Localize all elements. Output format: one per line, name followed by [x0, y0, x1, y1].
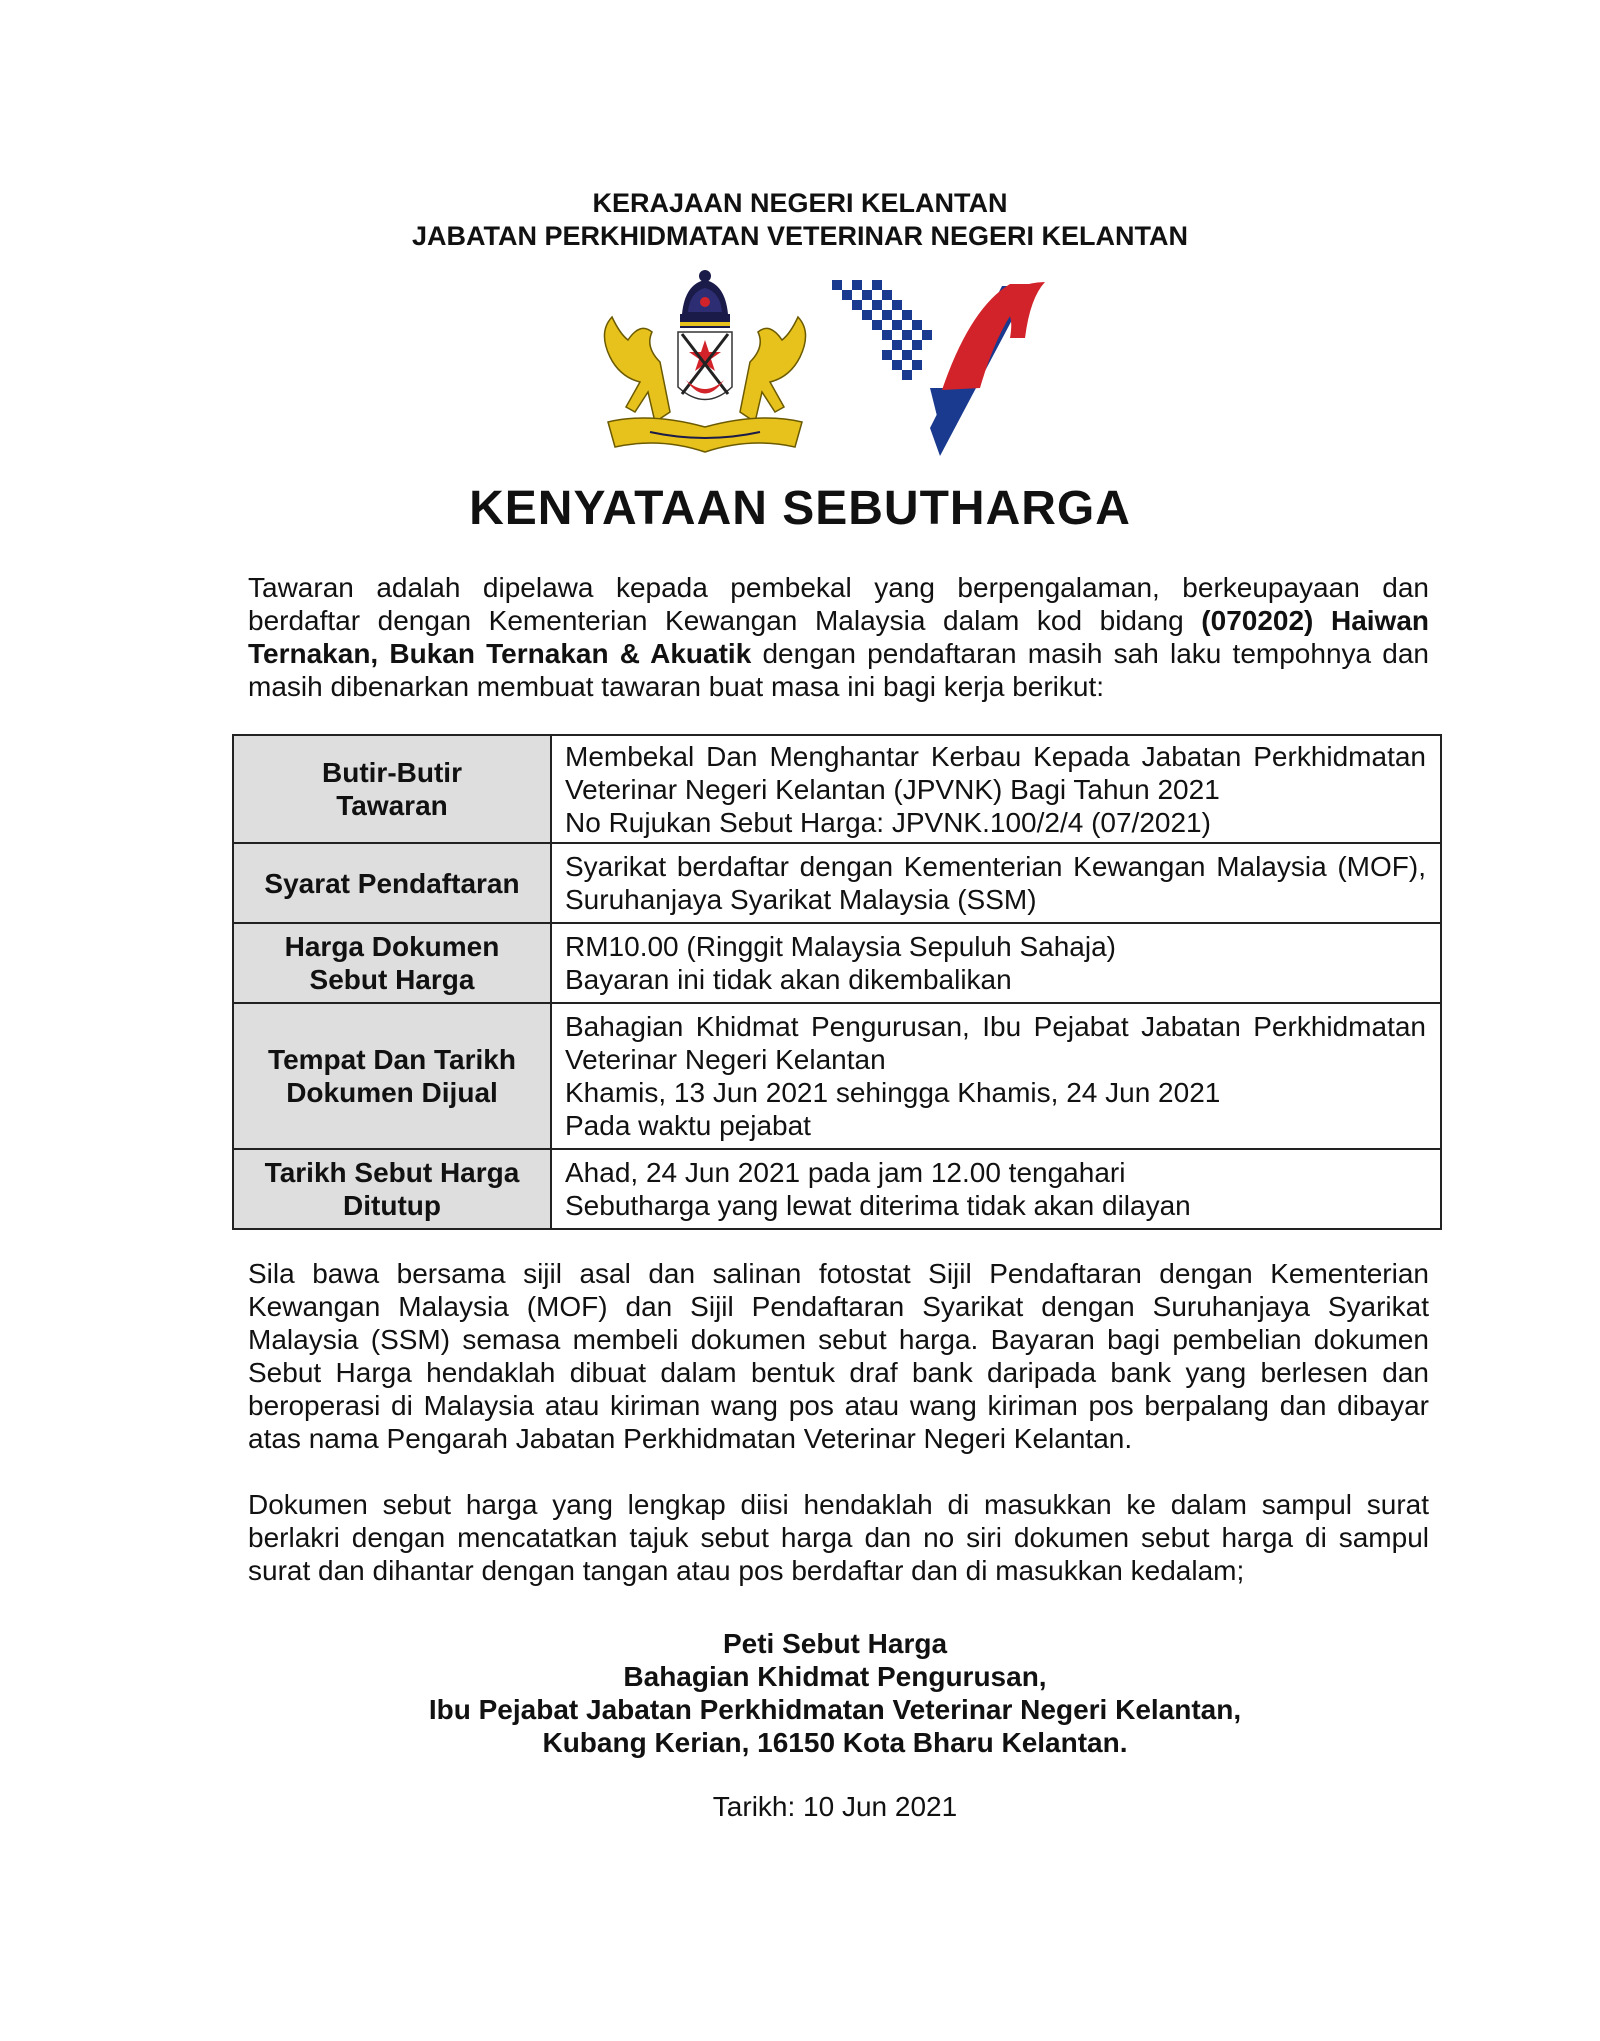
table-row: [233, 735, 1441, 843]
details-table: [232, 734, 1442, 1230]
kelantan-crest-logo: [590, 262, 820, 470]
value-line: RM10.00 (Ringgit Malaysia Sepuluh Sahaja): [565, 931, 1116, 962]
value-line: Bahagian Khidmat Pengurusan, Ibu Pejabat Jabatan Perkhidmatan Veterinar Negeri Kelantan: [565, 1011, 1426, 1075]
table-row: [233, 923, 1441, 1003]
intro-text-after: dengan pendaftaran masih sah laku tempohnya dan masih dibenarkan membuat tawaran buat masa ini bagi kerja berikut:: [248, 638, 1429, 702]
value-line: Membekal Dan Menghantar Kerbau Kepada Jabatan Perkhidmatan Veterinar Negeri Kelantan (JPVNK) Bagi Tahun 2021: [565, 740, 1426, 805]
row-value: [551, 1149, 1441, 1229]
row-label: [233, 1003, 551, 1149]
label-line: Tarikh Sebut Harga: [264, 1157, 520, 1188]
label-line: Syarat Pendaftaran: [264, 867, 520, 899]
address-line: Bahagian Khidmat Pengurusan,: [623, 1661, 1047, 1692]
label-line: Ditutup: [343, 1190, 441, 1221]
page-title: KENYATAAN SEBUTHARGA: [469, 482, 1131, 535]
label-line: Dokumen Dijual: [286, 1077, 498, 1108]
row-value: [551, 735, 1441, 843]
row-value: [551, 843, 1441, 923]
label-line: Sebut Harga: [309, 964, 475, 995]
row-label: [233, 735, 551, 843]
label-line: Butir-Butir: [322, 757, 462, 788]
row-value: [551, 923, 1441, 1003]
label-line: Tawaran: [336, 790, 448, 821]
jpv-logo: [830, 278, 1050, 458]
notice-date: Tarikh: 10 Jun 2021: [712, 1791, 958, 1822]
value-line: Pada waktu pejabat: [565, 1110, 811, 1141]
table-row: [233, 1003, 1441, 1149]
table-row: [233, 843, 1441, 923]
value-line: Sebutharga yang lewat diterima tidak akan dilayan: [565, 1190, 1191, 1221]
intro-paragraph: [248, 571, 1429, 703]
submission-paragraph: Dokumen sebut harga yang lengkap diisi hendaklah di masukkan ke dalam sampul surat berlakri dengan mencatatkan tajuk sebut harga dan no siri dokumen sebut harga di sampul surat dan dihantar dengan tangan atau pos berdaftar dan di masukkan kedalam;: [248, 1489, 1429, 1586]
checker-pattern-icon: [832, 280, 932, 380]
header-line-2: JABATAN PERKHIDMATAN VETERINAR NEGERI KELANTAN: [412, 221, 1188, 251]
address-line: Peti Sebut Harga: [722, 1628, 948, 1659]
row-label: [233, 923, 551, 1003]
value-line: Syarikat berdaftar dengan Kementerian Kewangan Malaysia (MOF), Suruhanjaya Syarikat Malaysia (SSM): [565, 851, 1426, 915]
value-line: Bayaran ini tidak akan dikembalikan: [565, 964, 1012, 995]
intro-text-before: Tawaran adalah dipelawa kepada pembekal yang berpengalaman, berkeupayaan dan berdaftar dengan Kementerian Kewangan Malaysia dalam kod bidang: [248, 572, 1429, 636]
value-line: Khamis, 13 Jun 2021 sehingga Khamis, 24 Jun 2021: [565, 1077, 1221, 1108]
table-row: [233, 1149, 1441, 1229]
row-label: [233, 1149, 551, 1229]
value-line: No Rujukan Sebut Harga: JPVNK.100/2/4 (07/2021): [565, 806, 1211, 838]
row-value: [551, 1003, 1441, 1149]
requirements-paragraph: Sila bawa bersama sijil asal dan salinan fotostat Sijil Pendaftaran dengan Kementerian Kewangan Malaysia (MOF) dan Sijil Pendaftaran Syarikat dengan Suruhanjaya Syarikat Malaysia (SSM) semasa membeli dokumen sebut harga. Bayaran bagi pembelian dokumen Sebut Harga hendaklah dibuat dalam bentuk draf bank daripada bank yang berlesen dan beroperasi di Malaysia atau kiriman wang pos atau wang kiriman pos berpalang dan dibayar atas nama Pengarah Jabatan Perkhidmatan Veterinar Negeri Kelantan.: [248, 1258, 1429, 1454]
address-line: Kubang Kerian, 16150 Kota Bharu Kelantan.: [542, 1727, 1128, 1758]
crown-icon: [680, 270, 730, 328]
header-line-1: KERAJAAN NEGERI KELANTAN: [592, 188, 1008, 218]
address-line: Ibu Pejabat Jabatan Perkhidmatan Veterinar Negeri Kelantan,: [428, 1694, 1242, 1725]
intro-bold-code: (070202) Haiwan Ternakan, Bukan Ternakan & Akuatik: [248, 605, 1429, 669]
submission-address: [0, 1627, 1600, 1759]
label-line: Tempat Dan Tarikh: [268, 1044, 516, 1075]
row-label: [233, 843, 551, 923]
value-line: Ahad, 24 Jun 2021 pada jam 12.00 tengahari: [565, 1157, 1126, 1188]
label-line: Harga Dokumen: [284, 931, 500, 962]
